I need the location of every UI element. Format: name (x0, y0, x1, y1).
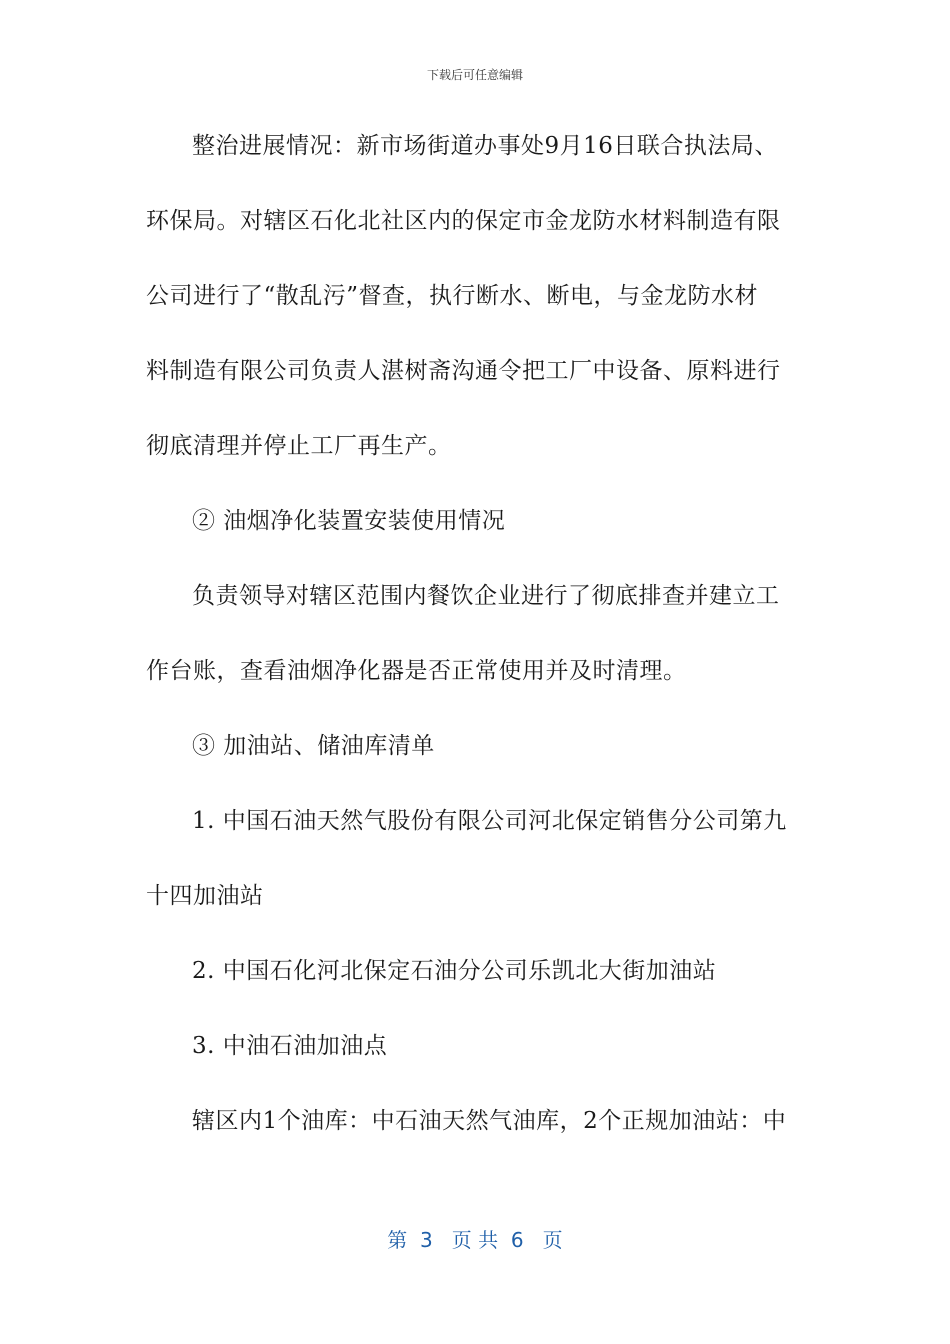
paragraph-line: 辖区内1个油库：中石油天然气油库，2个正规加油站：中 (192, 1108, 787, 1134)
paragraph-line: 整治进展情况：新市场街道办事处9月16日联合执法局、 (192, 133, 778, 159)
paragraph-line: 公司进行了“散乱污”督查，执行断水、断电，与金龙防水材 (146, 283, 759, 309)
header-note: 下载后可任意编辑 (426, 68, 523, 82)
list-item: 2. 中国石化河北保定石油分公司乐凯北大街加油站 (192, 958, 717, 984)
paragraph-line: 负责领导对辖区范围内餐饮企业进行了彻底排查并建立工 (192, 583, 780, 609)
paragraph-line: 环保局。对辖区石化北社区内的保定市金龙防水材料制造有限 (146, 208, 781, 234)
page-number-footer: 第 3 页 共 6 页 (387, 1228, 563, 1252)
list-item: 1. 中国石油天然气股份有限公司河北保定销售分公司第九 (192, 808, 787, 834)
paragraph-line: 彻底清理并停止工厂再生产。 (146, 433, 452, 459)
section-heading: ② 油烟净化装置安装使用情况 (192, 508, 506, 534)
document-body (146, 124, 806, 1174)
list-item: 3. 中油石油加油点 (192, 1033, 388, 1059)
paragraph-line: 料制造有限公司负责人湛树斋沟通令把工厂中设备、原料进行 (146, 358, 781, 384)
paragraph-line: 作台账，查看油烟净化器是否正常使用并及时清理。 (146, 658, 687, 684)
section-heading: ③ 加油站、储油库清单 (192, 733, 435, 759)
list-item-continuation: 十四加油站 (146, 883, 264, 909)
